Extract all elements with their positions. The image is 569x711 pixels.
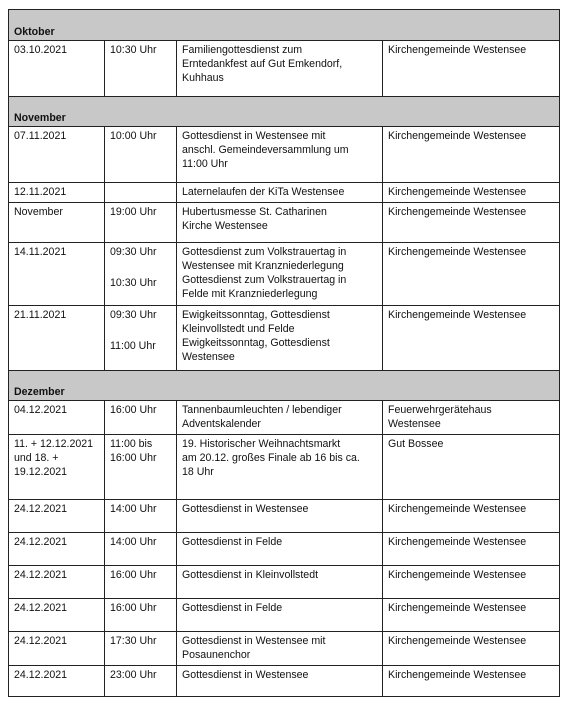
event-date-cell	[9, 632, 105, 666]
event-date-cell	[9, 435, 105, 500]
event-date-cell	[9, 533, 105, 566]
event-time: 09:30 Uhr	[110, 246, 157, 258]
event-description-cell	[177, 401, 383, 435]
event-location: Kirchengemeinde Westensee	[388, 503, 527, 515]
event-time-cell	[105, 306, 177, 371]
event-time-cell	[105, 632, 177, 666]
event-description-line: Gottesdienst zum Volkstrauertag in	[182, 246, 347, 258]
event-row	[9, 566, 560, 599]
event-description-line: Westensee mit Kranzniederlegung	[182, 260, 344, 272]
event-date: 24.12.2021	[14, 536, 68, 548]
event-time: 16:00 Uhr	[110, 404, 157, 416]
event-location-cell	[383, 666, 560, 697]
event-date: 24.12.2021	[14, 602, 68, 614]
event-time-cell	[105, 666, 177, 697]
event-location: Kirchengemeinde Westensee	[388, 569, 527, 581]
event-location-cell	[383, 533, 560, 566]
event-row	[9, 306, 560, 371]
event-date: 04.12.2021	[14, 404, 68, 416]
event-location-cell	[383, 632, 560, 666]
event-date-cell	[9, 183, 105, 203]
event-date: 24.12.2021	[14, 669, 68, 681]
event-description-cell	[177, 41, 383, 97]
event-location: Gut Bossee	[388, 438, 444, 450]
event-time: 14:00 Uhr	[110, 536, 157, 548]
event-schedule-page	[8, 9, 559, 697]
event-location: Kirchengemeinde Westensee	[388, 309, 527, 321]
event-date: 07.11.2021	[14, 130, 67, 142]
event-time-cell	[105, 41, 177, 97]
event-description-cell	[177, 203, 383, 243]
event-description-cell	[177, 500, 383, 533]
event-description-line: Hubertusmesse St. Catharinen	[182, 206, 327, 218]
event-time: 14:00 Uhr	[110, 503, 157, 515]
event-description-line: Familiengottesdienst zum	[182, 44, 303, 56]
event-time-cell	[105, 401, 177, 435]
event-description-cell	[177, 599, 383, 632]
event-time: 17:30 Uhr	[110, 635, 157, 647]
event-description-cell	[177, 632, 383, 666]
event-description-cell	[177, 243, 383, 306]
event-description-cell	[177, 566, 383, 599]
event-time-cell	[105, 127, 177, 183]
event-date: 11. + 12.12.2021 und 18. + 19.12.2021	[14, 438, 94, 478]
event-location-cell	[383, 566, 560, 599]
event-location-cell	[383, 401, 560, 435]
event-time: 09:30 Uhr	[110, 309, 157, 321]
event-row	[9, 533, 560, 566]
event-location: Kirchengemeinde Westensee	[388, 44, 527, 56]
event-schedule-body	[9, 10, 560, 697]
event-location-cell	[383, 306, 560, 371]
event-description-cell	[177, 435, 383, 500]
event-description-line: Felde mit Kranzniederlegung	[182, 288, 318, 300]
event-time: 16:00 Uhr	[110, 569, 157, 581]
month-header-cell	[9, 97, 560, 127]
event-date: 24.12.2021	[14, 503, 68, 515]
event-location: Kirchengemeinde Westensee	[388, 536, 527, 548]
time-spacer	[110, 322, 171, 339]
event-date-cell	[9, 666, 105, 697]
event-description-line: Laternelaufen der KiTa Westensee	[182, 186, 345, 198]
event-location: Kirchengemeinde Westensee	[388, 130, 527, 142]
event-time-cell	[105, 183, 177, 203]
event-time: 10:00 Uhr	[110, 130, 157, 142]
event-description-line: Tannenbaumleuchten / lebendiger	[182, 404, 342, 416]
event-row	[9, 632, 560, 666]
event-description-line: Gottesdienst in Westensee mit	[182, 635, 326, 647]
event-time: 19:00 Uhr	[110, 206, 157, 218]
event-date: November	[14, 206, 63, 218]
event-time-cell	[105, 203, 177, 243]
event-date: 24.12.2021	[14, 569, 68, 581]
event-description-line: Kirche Westensee	[182, 220, 268, 232]
event-description-line: Gottesdienst in Westensee	[182, 669, 309, 681]
event-description-line: Kleinvollstedt und Felde	[182, 323, 295, 335]
event-date: 21.11.2021	[14, 309, 67, 321]
event-description-cell	[177, 533, 383, 566]
event-time: 11:00 bis	[110, 438, 153, 450]
event-date-cell	[9, 127, 105, 183]
event-date: 14.11.2021	[14, 246, 67, 258]
month-label: Oktober	[14, 26, 55, 38]
event-location-cell	[383, 243, 560, 306]
event-description-line: Gottesdienst in Felde	[182, 536, 283, 548]
event-row	[9, 435, 560, 500]
event-location-cell	[383, 435, 560, 500]
event-time-cell	[105, 500, 177, 533]
event-location-cell	[383, 41, 560, 97]
event-row	[9, 401, 560, 435]
event-date-cell	[9, 500, 105, 533]
event-schedule-table	[8, 9, 560, 697]
event-description-line: Erntedankfest auf Gut Emkendorf,	[182, 58, 343, 70]
event-description-cell	[177, 183, 383, 203]
month-header-row	[9, 371, 560, 401]
event-description-cell	[177, 666, 383, 697]
event-location-cell	[383, 599, 560, 632]
event-time: 16:00 Uhr	[110, 452, 157, 464]
event-row	[9, 203, 560, 243]
event-row	[9, 666, 560, 697]
event-description-line: 19. Historischer Weihnachtsmarkt	[182, 438, 341, 450]
event-time: 11:00 Uhr	[110, 340, 156, 352]
month-header-row	[9, 97, 560, 127]
event-description-line: Westensee	[182, 351, 235, 363]
month-header-cell	[9, 371, 560, 401]
event-location-cell	[383, 500, 560, 533]
event-location-cell	[383, 203, 560, 243]
time-spacer	[110, 259, 171, 276]
event-row	[9, 127, 560, 183]
event-date-cell	[9, 566, 105, 599]
event-row	[9, 183, 560, 203]
event-date-cell	[9, 243, 105, 306]
event-description-line: Ewigkeitssonntag, Gottesdienst	[182, 309, 330, 321]
event-row	[9, 41, 560, 97]
month-label: Dezember	[14, 386, 65, 398]
event-date: 24.12.2021	[14, 635, 68, 647]
event-description-line: anschl. Gemeindeversammlung um	[182, 144, 349, 156]
event-time-cell	[105, 566, 177, 599]
event-description-line: Ewigkeitssonntag, Gottesdienst	[182, 337, 330, 349]
event-location: Kirchengemeinde Westensee	[388, 602, 527, 614]
event-date-cell	[9, 599, 105, 632]
event-date-cell	[9, 41, 105, 97]
event-date-cell	[9, 203, 105, 243]
event-row	[9, 599, 560, 632]
event-location-cell	[383, 183, 560, 203]
event-location: Kirchengemeinde Westensee	[388, 246, 527, 258]
month-label: November	[14, 112, 66, 124]
event-time-cell	[105, 599, 177, 632]
month-header-row	[9, 10, 560, 41]
event-location: Kirchengemeinde Westensee	[388, 206, 527, 218]
event-description-cell	[177, 306, 383, 371]
event-description-line: Gottesdienst zum Volkstrauertag in	[182, 274, 347, 286]
event-date-cell	[9, 306, 105, 371]
event-description-line: 18 Uhr	[182, 466, 214, 478]
event-row	[9, 500, 560, 533]
event-time: 16:00 Uhr	[110, 602, 157, 614]
event-location: Kirchengemeinde Westensee	[388, 669, 527, 681]
month-header-cell	[9, 10, 560, 41]
event-description-line: 11:00 Uhr	[182, 158, 228, 170]
event-location: Westensee	[388, 418, 441, 430]
event-time: 10:30 Uhr	[110, 44, 157, 56]
event-time-cell	[105, 533, 177, 566]
event-time: 10:30 Uhr	[110, 277, 157, 289]
event-description-line: Gottesdienst in Felde	[182, 602, 283, 614]
event-description-cell	[177, 127, 383, 183]
event-date: 12.11.2021	[14, 186, 67, 198]
event-description-line: Gottesdienst in Westensee mit	[182, 130, 326, 142]
event-description-line: Gottesdienst in Kleinvollstedt	[182, 569, 319, 581]
event-date-cell	[9, 401, 105, 435]
event-description-line: Kuhhaus	[182, 72, 224, 84]
event-location: Feuerwehrgerätehaus	[388, 404, 492, 416]
event-description-line: Gottesdienst in Westensee	[182, 503, 309, 515]
event-time-cell	[105, 243, 177, 306]
event-date: 03.10.2021	[14, 44, 68, 56]
event-location-cell	[383, 127, 560, 183]
event-row	[9, 243, 560, 306]
event-location: Kirchengemeinde Westensee	[388, 186, 527, 198]
event-description-line: Adventskalender	[182, 418, 261, 430]
event-description-line: Posaunenchor	[182, 649, 251, 661]
event-location: Kirchengemeinde Westensee	[388, 635, 527, 647]
event-time: 23:00 Uhr	[110, 669, 157, 681]
event-time-cell	[105, 435, 177, 500]
event-description-line: am 20.12. großes Finale ab 16 bis ca.	[182, 452, 360, 464]
